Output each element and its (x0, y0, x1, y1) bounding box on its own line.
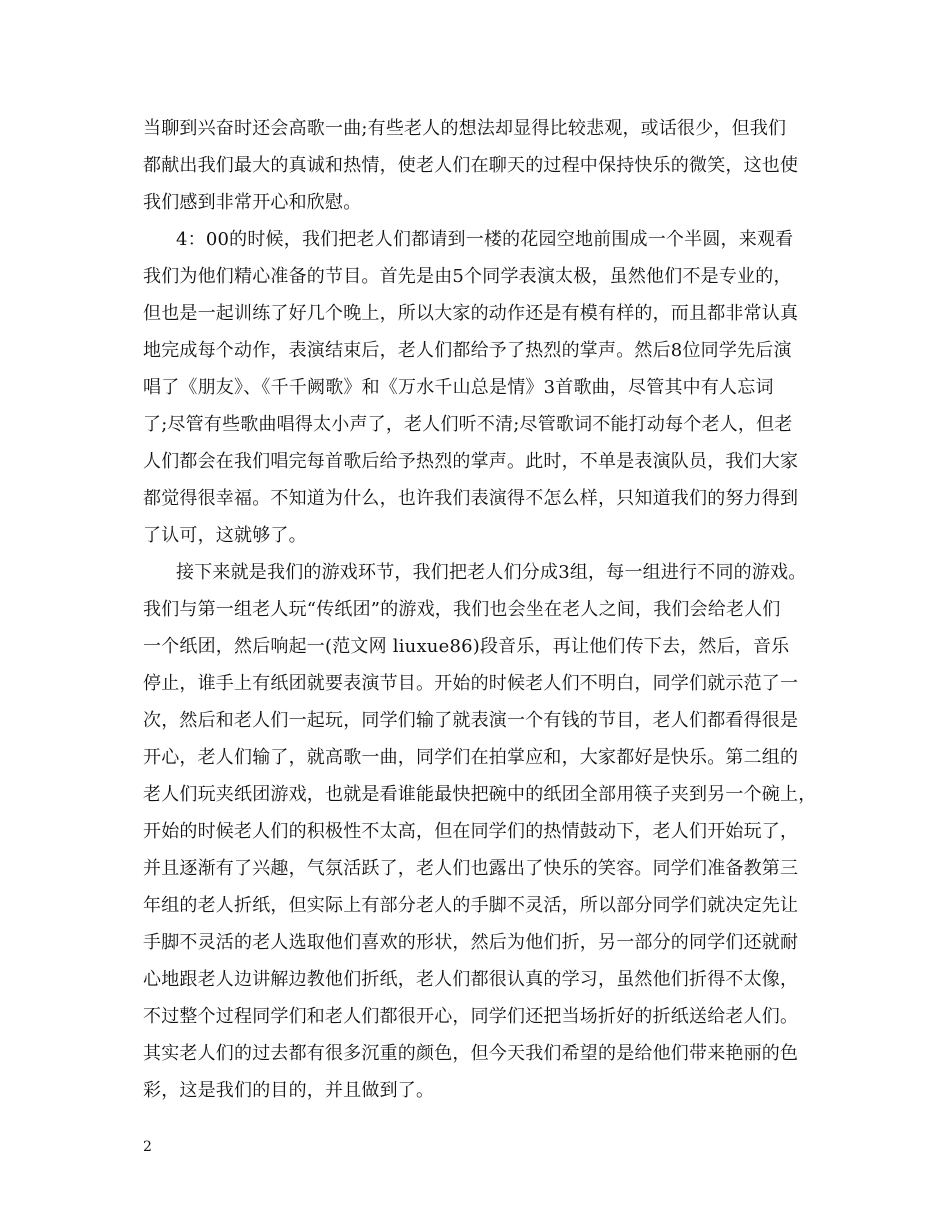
text-line: 手脚不灵活的老人选取他们喜欢的形状，然后为他们折，另一部分的同学们还就耐 (143, 932, 799, 953)
text-line: 次，然后和老人们一起玩，同学们输了就表演一个有钱的节目，老人们都看得很是 (143, 710, 799, 731)
text-line: 了认可，这就够了。 (143, 525, 307, 546)
text-line: 开始的时候老人们的积极性不太高，但在同学们的热情鼓动下，老人们开始玩了， (143, 821, 799, 842)
text-line: 并且逐渐有了兴趣，气氛活跃了，老人们也露出了快乐的笑容。同学们准备教第三 (143, 858, 799, 879)
text-line: 心地跟老人边讲解边教他们折纸，老人们都很认真的学习，虽然他们折得不太像， (143, 969, 799, 990)
text-line: 老人们玩夹纸团游戏，也就是看谁能最快把碗中的纸团全部用筷子夹到另一个碗上， (143, 784, 817, 805)
text-line: 唱了《朋友》、《千千阙歌》和《万水千山总是情》3首歌曲，尽管其中有人忘词 (143, 377, 774, 398)
text-line: 我们感到非常开心和欣慰。 (143, 192, 362, 213)
text-line: 一个纸团，然后响起一(范文网 liuxue86)段音乐，再让他们传下去，然后，音乐 (143, 636, 790, 657)
text-line: 停止，谁手上有纸团就要表演节目。开始的时候老人们不明白，同学们就示范了一 (143, 673, 799, 694)
text-line: 我们为他们精心准备的节目。首先是由5个同学表演太极，虽然他们不是专业的， (143, 266, 792, 287)
page-number: 2 (143, 1139, 152, 1155)
text-line: 地完成每个动作，表演结束后，老人们都给予了热烈的掌声。然后8位同学先后演 (143, 340, 792, 361)
text-line: 彩，这是我们的目的，并且做到了。 (143, 1080, 435, 1101)
text-line: 了;尽管有些歌曲唱得太小声了，老人们听不清;尽管歌词不能打动每个老人，但老 (143, 414, 793, 435)
text-line: 人们都会在我们唱完每首歌后给予热烈的掌声。此时，不单是表演队员，我们大家 (143, 451, 799, 472)
text-line: 接下来就是我们的游戏环节，我们把老人们分成3组，每一组进行不同的游戏。 (176, 562, 807, 583)
text-line: 4：00的时候，我们把老人们都请到一楼的花园空地前围成一个半圆，来观看 (176, 229, 794, 250)
text-line: 但也是一起训练了好几个晚上，所以大家的动作还是有模有样的，而且都非常认真 (143, 303, 799, 324)
text-line: 当聊到兴奋时还会高歌一曲;有些老人的想法却显得比较悲观，或话很少，但我们 (143, 118, 787, 139)
text-line: 年组的老人折纸，但实际上有部分老人的手脚不灵活，所以部分同学们就决定先让 (143, 895, 799, 916)
text-line: 开心，老人们输了，就高歌一曲，同学们在拍掌应和，大家都好是快乐。第二组的 (143, 747, 799, 768)
text-line: 我们与第一组老人玩“传纸团”的游戏，我们也会坐在老人之间，我们会给老人们 (143, 599, 781, 620)
text-line: 其实老人们的过去都有很多沉重的颜色，但今天我们希望的是给他们带来艳丽的色 (143, 1043, 799, 1064)
text-line: 都献出我们最大的真诚和热情，使老人们在聊天的过程中保持快乐的微笑，这也使 (143, 155, 799, 176)
text-line: 都觉得很幸福。不知道为什么，也许我们表演得不怎么样，只知道我们的努力得到 (143, 488, 799, 509)
text-line: 不过整个过程同学们和老人们都很开心，同学们还把当场折好的折纸送给老人们。 (143, 1006, 799, 1027)
